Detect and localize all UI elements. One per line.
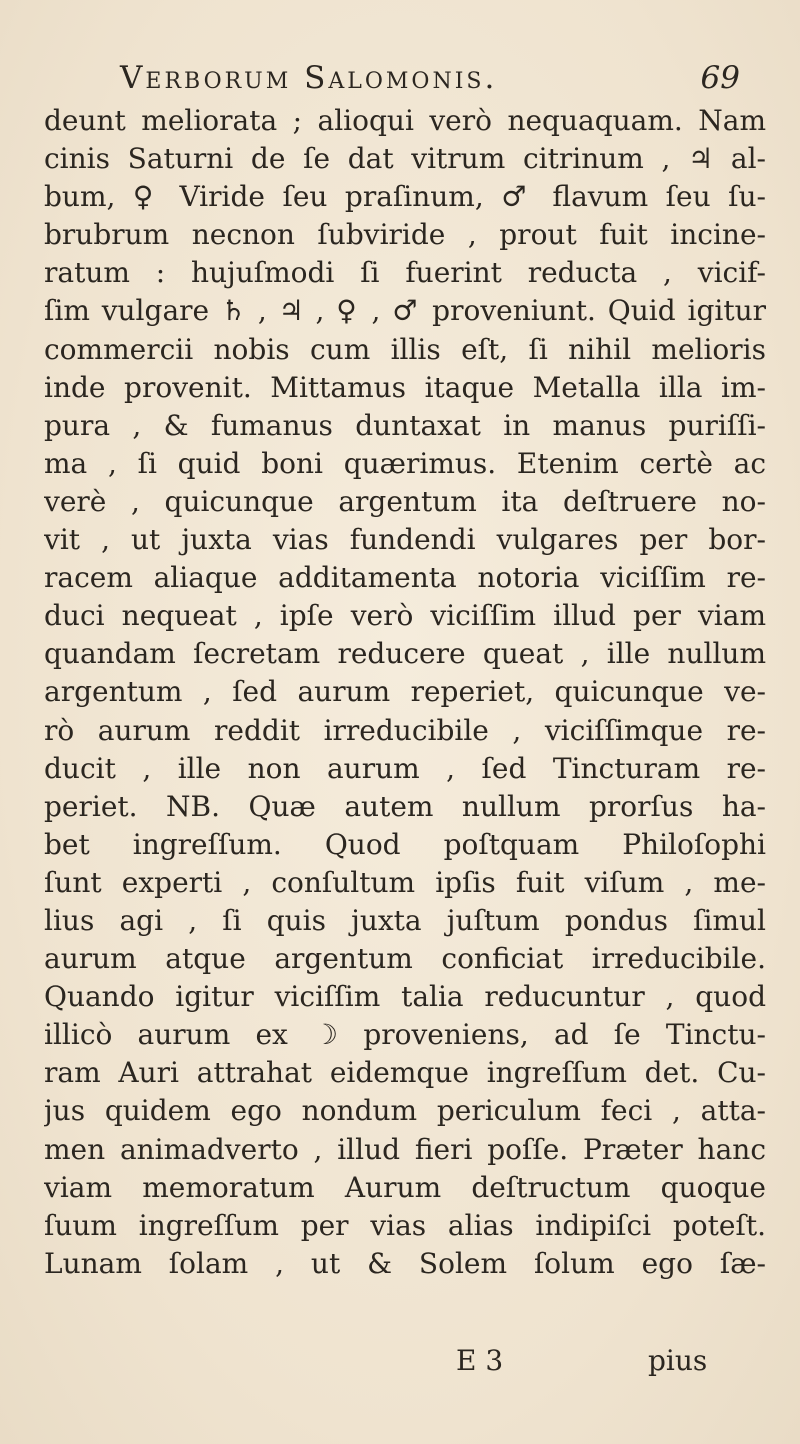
running-head-title: Verborum Salomonis. [120, 60, 498, 96]
text-line: argentum , ſed aurum reperiet, quicunque ve- [44, 675, 766, 709]
text-line: verè , quicunque argentum ita deſtruere no- [44, 484, 766, 518]
text-line: periet. NB. Quæ autem nullum prorſus ha- [44, 789, 766, 823]
text-line: vit , ut juxta vias fundendi vulgares per bor- [44, 523, 766, 557]
text-line: quandam ſecretam reducere queat , ille nullum [44, 637, 766, 671]
text-line: inde provenit. Mittamus itaque Metalla illa im- [44, 370, 766, 404]
text-line: deunt meliorata ; alioqui verò nequaquam. Nam [44, 104, 766, 137]
text-line: ma , ſi quid boni quærimus. Etenim certè ac [44, 446, 766, 480]
text-line: jus quidem ego nondum periculum feci , atta- [44, 1094, 766, 1128]
text-line: illicò aurum ex ☽ proveniens, ad ſe Tinctu- [44, 1018, 766, 1052]
text-line: pura , & fumanus duntaxat in manus puriſſi- [44, 408, 766, 442]
text-line: commercii nobis cum illis eſt, ſi nihil melioris [44, 332, 766, 366]
text-line: ſim vulgare ♄ , ♃ , ♀ , ♂ proveniunt. Quid igitur [44, 294, 766, 328]
running-head [120, 56, 740, 100]
text-line: bum, ♀ Viride ſeu praſinum, ♂ flavum ſeu ſu- [44, 180, 766, 214]
text-line: duci nequeat , ipſe verò viciſſim illud per viam [44, 599, 766, 633]
body-text [44, 102, 766, 1283]
text-line: cinis Saturni de ſe dat vitrum citrinum , ♃ al- [44, 142, 766, 176]
text-line: rò aurum reddit irreducibile , viciſſimque re- [44, 713, 766, 747]
text-line: ſuum ingreſſum per vias alias indipiſci poteſt. [44, 1208, 766, 1242]
text-line: aurum atque argentum conficiat irreducibile. [44, 942, 766, 976]
text-line: viam memoratum Aurum deſtructum quoque [44, 1170, 766, 1204]
text-line: Lunam ſolam , ut & Solem ſolum ego ſæ- [44, 1246, 766, 1280]
text-line: ram Auri attrahat eidemque ingreſſum det. Cu- [44, 1056, 766, 1090]
text-line: lius agi , ſi quis juxta juſtum pondus ſimul [44, 903, 766, 937]
text-line: ſunt experti , conſultum ipſis fuit viſum , me- [44, 865, 766, 899]
text-line: ratum : hujuſmodi ſi fuerint reducta , vicif- [44, 256, 766, 290]
signature-mark: E 3 [456, 1344, 504, 1377]
catchword: pius [648, 1344, 708, 1377]
text-line: bet ingreſſum. Quod poſtquam Philoſophi [44, 827, 766, 861]
text-line: men animadverto , illud fieri poſſe. Præter hanc [44, 1132, 766, 1166]
page-number: 69 [700, 60, 740, 96]
text-line: brubrum necnon ſubviride , prout fuit incine- [44, 218, 766, 252]
text-line: ducit , ille non aurum , ſed Tincturam re- [44, 751, 766, 785]
text-line: Quando igitur viciſſim talia reducuntur , quod [44, 980, 766, 1014]
text-line: racem aliaque additamenta notoria viciſſim re- [44, 561, 766, 595]
